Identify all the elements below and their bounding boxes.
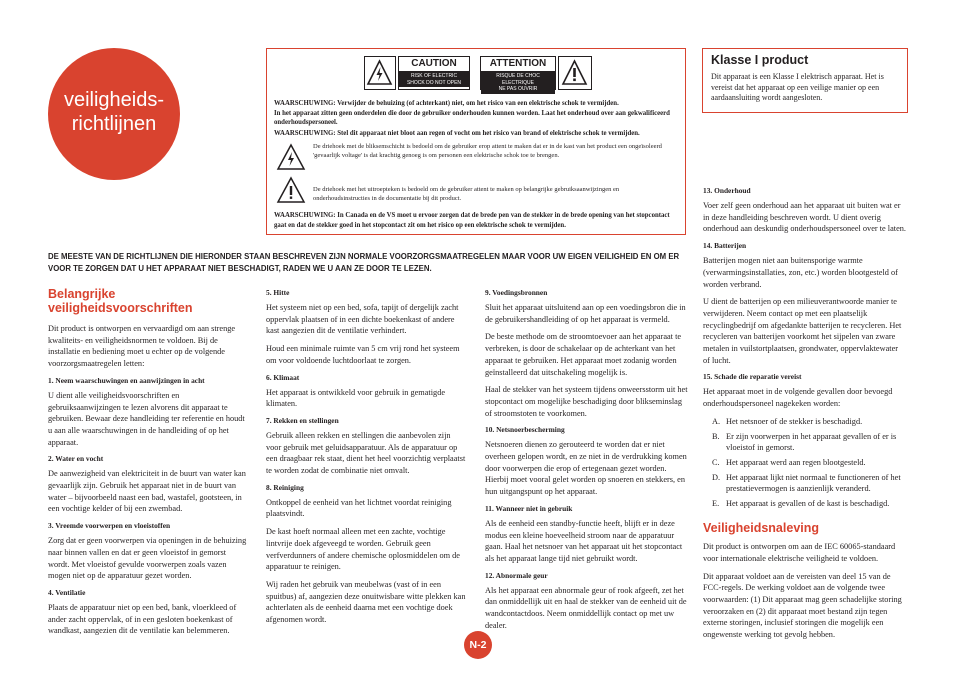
paragraph-16a: Dit product is ontworpen om aan de IEC 60065-standaard voor internationale elektrische veiligheid te voldoen. — [703, 542, 896, 563]
column-2 — [266, 288, 466, 632]
column-1 — [48, 288, 248, 643]
list-marker: E. — [712, 499, 720, 509]
paragraph-1: U dient alle veiligheidsvoorschriften en gebruiksaanwijzingen te lezen alvorens dit apparaat te gebruiken. Bewaar deze handleiding ter referentie en houdt u aan alle waarschuwingen in de handleiding of op het apparaat. — [48, 390, 245, 447]
paragraph-13: Voer zelf geen onderhoud aan het apparaat uit buiten wat er in deze handleiding beschreven wordt. U dient overig onderhoud aan deskundig onderhoudspersoneel over te laten. — [703, 201, 906, 234]
list-item — [703, 416, 906, 428]
heading-14: 14. Batterijen — [703, 241, 747, 251]
list-item — [703, 457, 906, 469]
list-text: Het apparaat is gevallen of de kast is beschadigd. — [726, 499, 890, 509]
list-marker: C. — [712, 457, 720, 467]
paragraph-15: Het apparaat moet in de volgende gevallen door bevoegd onderhoudspersoneel nagekeken worden: — [703, 387, 893, 409]
paragraph-4: Plaats de apparatuur niet op een bed, bank, vloerkleed of ander zacht oppervlak, of in een gesloten boekenkast of wandkast, aangezien dit de ventilatie kan belemmeren. — [48, 602, 237, 636]
paragraph-6: Het apparaat is ontwikkeld voor gebruik in gematigde klimaten. — [266, 387, 446, 409]
caution-label — [398, 56, 470, 90]
paragraph-3: Zorg dat er geen voorwerpen via openingen in de behuizing naar binnen vallen en dat er geen vloeistof in gemorst wordt. Met vloeistof gevulde voorwerpen zoals vazen mogen niet op de apparatuur gezet worden. — [48, 536, 247, 581]
page-title — [48, 88, 180, 136]
list-text: Het apparaat werd aan regen blootgesteld. — [726, 457, 866, 467]
page-title-line1: veiligheids- — [63, 89, 165, 111]
paragraph-5a: Het systeem niet op een bed, sofa, tapijt of dergelijk zacht oppervlak plaatsen of in een dichte boekenkast of andere kast aangezien dit de ventilatie verhindert. — [266, 303, 459, 336]
main-warning: DE MEESTE VAN DE RICHTLIJNEN DIE HIERONDER STAAN BESCHREVEN ZIJN NORMALE VOORZORGSMAATREGELEN MAAR VOOR UW EIGEN VEILIGHEID EN OM ER VOOR TE ZORGEN DAT U HET APPARAAT NIET BESCHADIGT, RADEN WE U AAN ZE DOOR TE LEZEN. — [48, 252, 680, 273]
paragraph-8b: De kast hoeft normaal alleen met een zachte, vochtige lintvrije doek afgeveegd te worden. Gebruik geen verfverdunners of andere chemische oplosmiddelen om de apparatuur te reinigen. — [266, 527, 460, 572]
paragraph-9b: De beste methode om de stroomtoevoer aan het apparaat te verbreken, is door de schakelaar op de achterkant van het apparaat te gebruiken. Het apparaat moet zodanig worden geïnstalleerd dat uitschakeling mogelijk is. — [485, 332, 682, 377]
paragraph-14b: U dient de batterijen op een milieuverantwoorde manier te verwijderen. Neem contact op met een plaatselijk recyclingbedrijf om afgedankte batterijen te recycleren. Het recycleren van batterijen voorkomt het sijpelen van zware metalen in vuilstortplaatsen, grondwater, oppervlaktewater of lucht. — [703, 297, 902, 365]
paragraph-14a: Batterijen mogen niet aan buitensporige warmte (verwarmingsinstallaties, zon, etc.) worden blootgesteld of worden verbrand. — [703, 256, 898, 289]
klasse-title: Klasse I product — [711, 53, 809, 67]
heading-12: 12. Abnormale geur — [485, 570, 548, 580]
intro-paragraph: Dit product is ontworpen en vervaardigd om aan strenge kwaliteits- en veiligheidsnormen te voldoen. Bij de installatie en bediening moet u echter op de volgende voorzorgsmaatregelen letten: — [48, 324, 236, 369]
list-marker: D. — [712, 472, 721, 482]
caution-sub1: RISK OF ELECTRIC — [410, 73, 458, 79]
column-4 — [703, 186, 906, 647]
section-heading-compliance: Veiligheidsnaleving — [703, 520, 820, 535]
heading-6: 6. Klimaat — [266, 372, 300, 382]
attention-sub1: RISQUE DE CHOC ELECTRIQUE — [496, 73, 540, 86]
list-text: Er zijn voorwerpen in het apparaat gevallen of er is vloeistof in gemorst. — [726, 431, 897, 453]
list-item — [703, 431, 906, 454]
warning-remove-cover — [274, 99, 682, 128]
attention-label — [480, 56, 556, 90]
exclamation-warning-icon — [558, 56, 592, 90]
paragraph-8a: Ontkoppel de eenheid van het lichtnet voordat reiniging plaatsvindt. — [266, 497, 452, 519]
caution-label-text: CAUTION — [399, 57, 469, 72]
section-heading-important: Belangrijke veiligheidsvoorschriften — [48, 287, 193, 315]
exclamation-triangle-icon — [276, 175, 306, 205]
paragraph-12: Als het apparaat een abnormale geur of rook afgeeft, zet het dan onmiddellijk uit en haal de stekker van de eenheid uit de wandcontactdoos. Neem onmiddellijk contact op met uw dealer. — [485, 585, 687, 630]
heading-11: 11. Wanneer niet in gebruik — [485, 503, 573, 513]
heading-5: 5. Hitte — [266, 288, 290, 297]
heading-8: 8. Reiniging — [266, 482, 304, 492]
list-item — [703, 498, 906, 510]
warning1b-text: In het apparaat zitten geen onderdelen die door de gebruiker onderhouden kunnen worden. Laat het onderhoud over aan gekwalificeerd onderhoudspersoneel. — [274, 109, 670, 127]
paragraph-9a: Sluit het apparaat uitsluitend aan op een voedingsbron die in de gebruikershandleiding of op het apparaat is vermeld. — [485, 303, 686, 324]
paragraph-2: De aanwezigheid van elektriciteit in de buurt van water kan gevaarlijk zijn. Gebruik het apparaat niet in de buurt van water – bijvoorbeeld naast een bad, wastafel, gootsteen, in een vochtige kelder of bij een zwembad. — [48, 469, 246, 514]
heading-10: 10. Netsnoerbescherming — [485, 425, 565, 435]
paragraph-5b: Houd een minimale ruimte van 5 cm vrij rond het systeem om voor voldoende luchtdoorlaat te zorgen. — [266, 344, 460, 365]
page-title-line2: richtlijnen — [71, 113, 157, 135]
list-marker: B. — [712, 431, 720, 441]
heading-15: 15. Schade die reparatie vereist — [703, 372, 802, 382]
lightning-triangle-icon — [276, 142, 306, 172]
exclamation-explanation: De driehoek met het uitroepteken is bedoeld om de gebruiker attent te maken op belangrijke gebruiksaanwijzingen en onderhoudsinstructies in de documentatie bij dit product. — [313, 186, 620, 203]
heading-9: 9. Voedingsbronnen — [485, 288, 548, 297]
paragraph-11: Als de eenheid een standby-functie heeft, blijft er in deze modus een kleine hoeveelheid stroom naar de apparatuur gaan. Haal het netsnoer van het apparaat uit het stopcontact als het apparaat lange tijd niet gebruikt wordt. — [485, 518, 683, 563]
repair-list — [703, 416, 906, 510]
paragraph-7: Gebruik alleen rekken en stellingen die aanbevolen zijn voor gebruik met geluidsapparatuur. Als de apparatuur op een draagbaar rek staat, dient het heel voorzichtig verplaatst te worden zodat de combinatie niet omvalt. — [266, 430, 466, 476]
heading-13: 13. Onderhoud — [703, 186, 751, 195]
heading-7: 7. Rekken en stellingen — [266, 415, 339, 425]
list-marker: A. — [712, 416, 721, 426]
paragraph-16b: Dit apparaat voldoet aan de vereisten van deel 15 van de FCC-regels. De werking voldoet aan de volgende twee voorwaarden: (1) Dit apparaat mag geen schadelijke storing veroorzaken en (2) dit apparaat moet bestand zijn tegen externe storingen, inclusief storingen die mogelijk een ongewenste werking tot gevolg hebben. — [703, 571, 902, 640]
paragraph-10: Netsnoeren dienen zo gerouteerd te worden dat er niet overheen gelopen wordt, en ze niet in de verdrukking komen door voorwerpen die erop of ertegenaan gezet worden. Hierbij moet vooral gelet worden op snoeren en stekkers, en hun uitgangspunt op het apparaat. — [485, 440, 687, 497]
paragraph-9c: Haal de stekker van het systeem tijdens onweersstorm uit het stopcontact om mogelijke beschadiging door blikseminslag of stroomstoten te voorkomen. — [485, 385, 688, 418]
lightning-warning-icon — [364, 56, 396, 90]
warning-canada-plug: WAARSCHUWING: In Canada en de VS moet u ervoor zorgen dat de brede pen van de stekker in de brede opening van het stopcontact gaat en dat de stekker goed in het stopcontact zit om het risico op een elektrische schok te vermijden. — [274, 212, 670, 229]
attention-label-text: ATTENTION — [481, 57, 555, 72]
caution-sub2: SHOCK DO NOT OPEN — [406, 79, 462, 86]
attention-sub2: NE PAS OUVRIR — [498, 86, 538, 92]
list-text: Het netsnoer of de stekker is beschadigd. — [726, 416, 863, 426]
list-item — [703, 472, 906, 495]
heading-1: 1. Neem waarschuwingen en aanwijzingen in acht — [48, 375, 205, 385]
list-text: Het apparaat lijkt niet normaal te functioneren of het prestatievermogen is aanzienlijk veranderd. — [726, 472, 901, 494]
column-3 — [485, 288, 688, 637]
paragraph-8c: Wij raden het gebruik van meubelwas (vast of in een spuitbus) af, aangezien deze onuitwisbare witte plekken kan achterlaten als de eenheid daarna met een vochtige doek afgenomen wordt. — [266, 579, 466, 625]
warning1-text: WAARSCHUWING: Verwijder de behuizing (of achterkant) niet, om het risico van een elektrische schok te vermijden. — [274, 100, 619, 107]
heading-2: 2. Water en vocht — [48, 454, 104, 464]
page-number-badge: N-2 — [464, 631, 492, 659]
heading-4: 4. Ventilatie — [48, 587, 86, 597]
klasse-text: Dit apparaat is een Klasse I elektrisch apparaat. Het is vereist dat het apparaat op een veilige manier op een aardaansluiting wordt aangesloten. — [711, 72, 884, 103]
lightning-explanation: De driehoek met de bliksemschicht is bedoeld om de gebruiker erop attent te maken dat er in de kast van het product een ongeïsoleerd 'gevaarlijk voltage' is dat krachtig genoeg is om personen een elektrische schok toe te brengen. — [313, 143, 662, 160]
warning-rain: WAARSCHUWING: Stel dit apparaat niet bloot aan regen of vocht om het risico van brand of elektrische schok te vermijden. — [274, 130, 640, 137]
heading-3: 3. Vreemde voorwerpen en vloeistoffen — [48, 521, 171, 531]
